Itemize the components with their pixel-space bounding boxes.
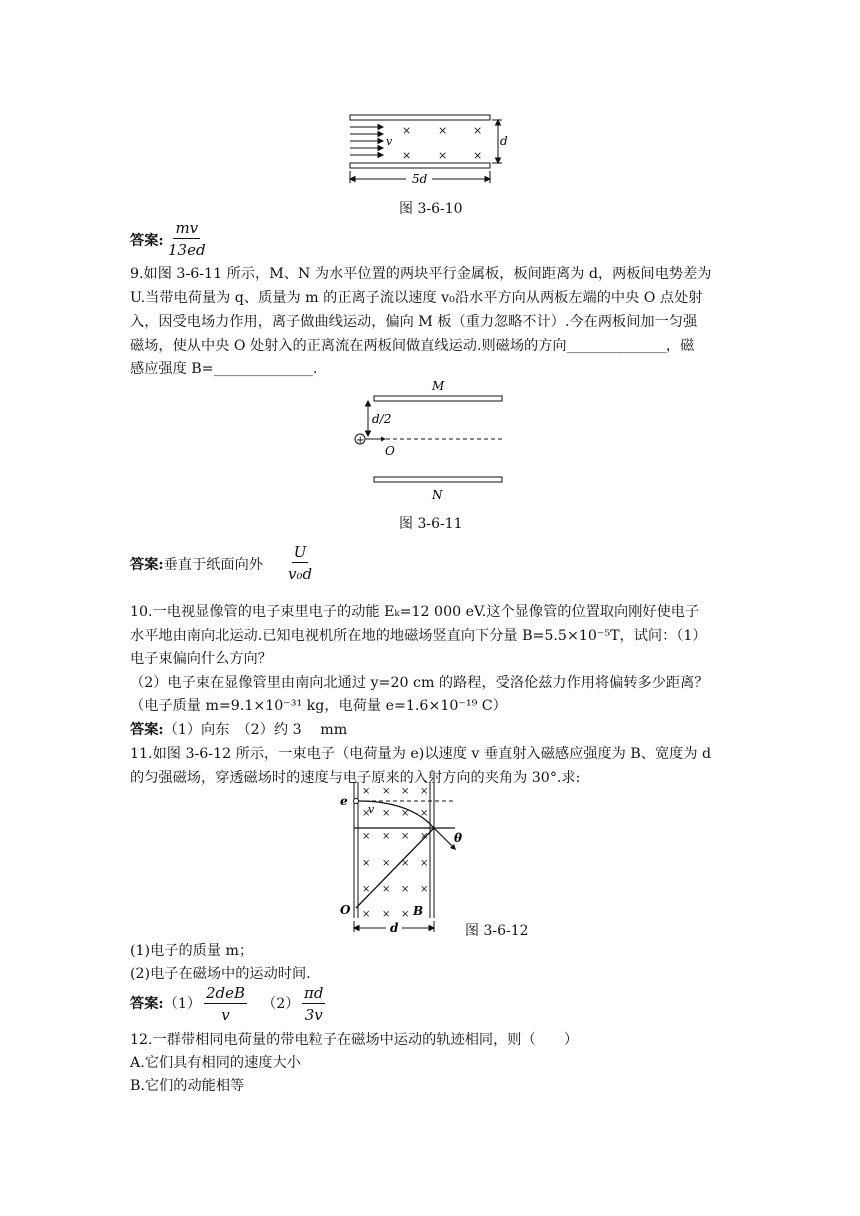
svg-text:×: × [402, 149, 412, 162]
svg-text:×: × [401, 831, 410, 842]
question-10-line-3: 电子束偏向什么方向？ [130, 651, 272, 667]
svg-text:×: × [382, 831, 391, 842]
svg-text:×: × [420, 858, 429, 869]
center-o-label: O [340, 903, 351, 917]
svg-text:×: × [438, 124, 448, 137]
question-12-option-a: A.它们具有相同的速度大小 [130, 1055, 301, 1071]
plate-n [374, 477, 502, 482]
bottom-plate [350, 163, 490, 168]
svg-text:×: × [362, 909, 371, 920]
svg-text:×: × [401, 786, 410, 797]
svg-text:×: × [382, 909, 391, 920]
d-label: d [390, 921, 399, 935]
answer-text: 垂直于纸面向外 [163, 557, 263, 573]
entry-point [354, 799, 359, 804]
question-10-line-2: 水平地由南向北运动.已知电视机所在地的地磁场竖直向下分量 B=5.5×10⁻⁵T，试问：（1） [130, 628, 707, 644]
answer-part-2: （2） [262, 996, 300, 1012]
svg-text:×: × [420, 786, 429, 797]
question-11-line-1: 11.如图 3-6-12 所示，一束电子（电荷量为 e)以速度 v 垂直射入磁感应强度为 B、宽度为 d [130, 746, 712, 762]
question-10-line-4: （2）电子束在显像管里由南向北通过 y=20 cm 的路程，受洛伦兹力作用将偏转多少距离？ [130, 675, 709, 691]
answer-9 [130, 556, 263, 574]
plate-n-label: N [432, 488, 443, 502]
plus-sign: + [356, 435, 365, 446]
svg-text:×: × [438, 149, 448, 162]
question-10-line-1: 10.一电视显像管的电子束里电子的动能 Eₖ=12 000 eV.这个显像管的位置取向刚好使电子 [130, 604, 700, 620]
question-9-line-5: 感应强度 B=______________. [130, 361, 318, 377]
answer-label: 答案: [130, 233, 164, 249]
top-plate [350, 115, 490, 120]
answer-fraction-1: 2deB v [206, 984, 246, 1024]
question-9-line-4: 磁场，使从中央 O 处射入的正离流在两板间做直线运动.则磁场的方向______________，磁 [130, 338, 695, 354]
question-9-line-3: 入，因受电场力作用，离子做曲线运动，偏向 M 板（重力忽略不计）.今在两板间加一匀强 [130, 314, 698, 330]
answer-fraction: $\frac{U}{\text{v₀d}}$ [288, 543, 313, 583]
v-label: v [386, 135, 393, 148]
svg-text:×: × [362, 808, 371, 819]
question-12-line-1: 12.一群带相同电荷量的带电粒子在磁场中运动的轨迹相同，则（ ） [130, 1032, 579, 1048]
svg-text:×: × [420, 808, 429, 819]
point-o-label: O [385, 444, 395, 458]
svg-text:×: × [362, 858, 371, 869]
theta-label: θ [454, 831, 463, 845]
svg-text:×: × [473, 149, 483, 162]
b-label: B [413, 904, 424, 918]
answer-fraction-2: $\frac{\pi d}{3v}$ [304, 984, 324, 1024]
field-crosses [402, 124, 482, 162]
question-11-line-2: 的匀强磁场，穿透磁场时的速度与电子原来的入射方向的夹角为 30°.求: [130, 770, 581, 786]
answer-10 [130, 721, 347, 739]
answer-label: 答案: [130, 722, 164, 738]
half-d-label: d/2 [372, 412, 392, 426]
velocity-label: v [368, 803, 375, 816]
svg-text:×: × [362, 884, 371, 895]
plate-m-label: M [432, 379, 445, 393]
electron-label: e [340, 794, 348, 808]
svg-text:×: × [420, 884, 429, 895]
question-9-line-1: 9.如图 3-6-11 所示，M、N 为水平位置的两块平行金属板，板间距离为 d，两板间电势差为 [130, 266, 712, 282]
svg-text:×: × [401, 884, 410, 895]
figure-3-6-12 [330, 780, 480, 940]
svg-text:×: × [473, 124, 483, 137]
plate-m [374, 396, 502, 401]
svg-text:×: × [362, 786, 371, 797]
answer-text: （1）向东 （2）约 3 mm [163, 722, 348, 738]
figure-caption-3-6-10: 图 3-6-10 [399, 201, 463, 217]
question-9-line-2: U.当带电荷量为 q、质量为 m 的正离子流以速度 v₀沿水平方向从两板左端的中央 O 点处射 [130, 290, 703, 306]
question-12-option-b: B.它们的动能相等 [130, 1078, 245, 1094]
svg-text:×: × [382, 884, 391, 895]
answer-label: 答案: [130, 557, 164, 573]
svg-text:×: × [401, 808, 410, 819]
answer-label: 答案: [130, 996, 164, 1012]
half-d-dimension [366, 401, 371, 436]
width-label: 5d [412, 172, 428, 186]
figure-3-6-10 [330, 105, 530, 195]
svg-text:×: × [402, 124, 412, 137]
svg-text:×: × [420, 831, 429, 842]
velocity-arrows [350, 125, 383, 158]
d-label: d [500, 134, 508, 148]
svg-text:×: × [401, 858, 410, 869]
figure-caption-3-6-12: 图 3-6-12 [465, 923, 529, 939]
figure-3-6-11 [345, 375, 520, 510]
svg-text:×: × [382, 858, 391, 869]
svg-text:×: × [382, 808, 391, 819]
question-10-line-5: （电子质量 m=9.1×10⁻³¹ kg，电荷量 e=1.6×10⁻¹⁹ C） [130, 698, 507, 714]
question-11-sub-2: (2)电子在磁场中的运动时间. [130, 966, 311, 982]
answer-11 [130, 995, 201, 1013]
svg-text:×: × [382, 786, 391, 797]
svg-text:×: × [362, 831, 371, 842]
question-11-sub-1: (1)电子的质量 m； [130, 943, 254, 959]
figure-caption-3-6-11: 图 3-6-11 [399, 516, 463, 532]
svg-text:×: × [401, 909, 410, 920]
answer-part-1: （1） [163, 996, 202, 1012]
answer-fraction: $\frac{mv}{13ed}$ [168, 219, 206, 259]
exit-velocity [434, 828, 454, 848]
